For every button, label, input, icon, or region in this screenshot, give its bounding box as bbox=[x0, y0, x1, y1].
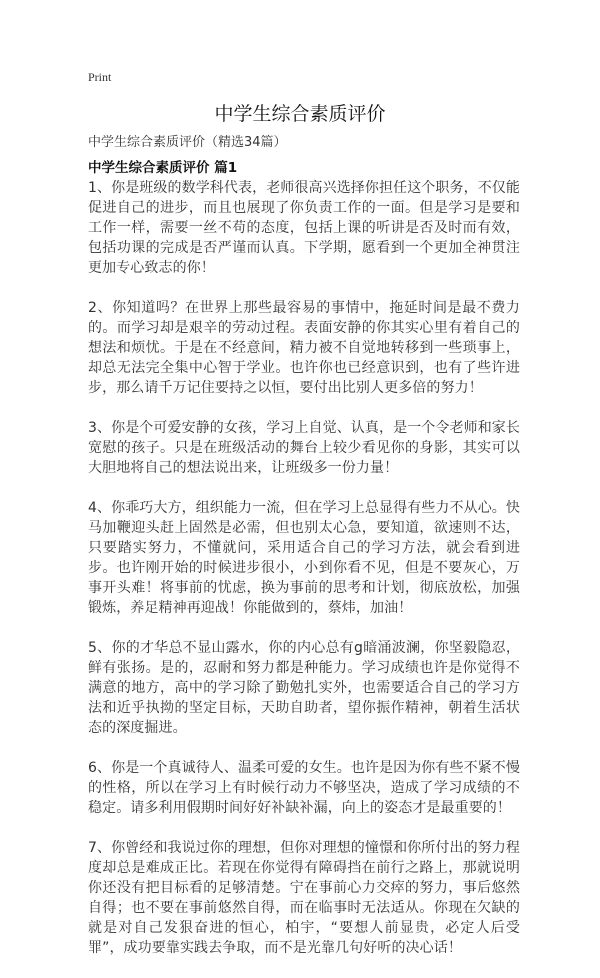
page-title: 中学生综合素质评价 bbox=[214, 103, 386, 125]
document-subtitle: 中学生综合素质评价（精选34篇） bbox=[88, 135, 287, 150]
paragraph-6: 6、你是一个真诚待人、温柔可爱的女生。也许是因为你有些不紧不慢的性格，所以在学习上有时候行动力不够坚决，造成了学习成绩的不稳定。请多利用假期时间好好补缺补漏，向上的姿态才是最重要的！ bbox=[88, 760, 521, 816]
section-heading: 中学生综合素质评价 篇1 bbox=[88, 160, 238, 176]
paragraph-4: 4、你乖巧大方，组织能力一流，但在学习上总显得有些力不从心。快马加鞭迎头赶上固然是必需，但也别太心急，要知道，欲速则不达，只要踏实努力，不懂就问，采用适合自己的学习方法，就会看到进步。也许刚开始的时候进步很小，小到你看不见，但是不要灰心，万事开头难！将事前的忧虑，换为事前的思考和计划，彻底放松，加强锻炼，养足精神再迎战！你能做到的，蔡炜，加油！ bbox=[88, 500, 521, 616]
paragraph-7: 7、你曾经和我说过你的理想，但你对理想的憧憬和你所付出的努力程度却总是难成正比。若现在你觉得有障碍挡在前行之路上，那就说明你还没有把目标看的足够清楚。宁在事前心力交瘁的努力，事后悠然自得；也不要在事前悠然自得，而在临事时无法适从。你现在欠缺的就是对自己发狠奋进的恒心，柏宇，“要想人前显贵，必定人后受罪”，成功要靠实践去争取，而不是光靠几句好听的决心话！ bbox=[88, 840, 521, 956]
document-body bbox=[88, 178, 520, 978]
print-link[interactable]: Print bbox=[88, 70, 112, 84]
paragraph-5: 5、你的才华总不显山露水，你的内心总有g暗涌波澜，你坚毅隐忍，鲜有张扬。是的，忍耐和努力都是种能力。学习成绩也许是你觉得不满意的地方，高中的学习除了勤勉扎实外，也需要适合自己的学习方法和近乎执拗的坚定目标，天助自助者，望你振作精神，朝着生活状态的深度掘进。 bbox=[88, 640, 520, 736]
paragraph-1: 1、你是班级的数学科代表，老师很高兴选择你担任这个职务，不仅能促进自己的进步，而且也展现了你负责工作的一面。但是学习是要和工作一样，需要一丝不苟的态度，包括上课的听讲是否及时而有效，包括功课的完成是否严谨而认真。下学期，愿看到一个更加全神贯注更加专心致志的你！ bbox=[88, 180, 521, 276]
paragraph-3: 3、你是个可爱安静的女孩，学习上自觉、认真，是一个令老师和家长宽慰的孩子。只是在班级活动的舞台上较少看见你的身影，其实可以大胆地将自己的想法说出来，让班级多一份力量！ bbox=[88, 420, 521, 476]
paragraph-2: 2、你知道吗？在世界上那些最容易的事情中，拖延时间是最不费力的。而学习却是艰辛的劳动过程。表面安静的你其实心里有着自己的想法和烦忧。于是在不经意间，精力被不自觉地转移到一些琐事上，却总无法完全集中心智于学业。也许你也已经意识到，也有了些许进步，那么请千万记住要持之以恒，要付出比别人更多倍的努力！ bbox=[88, 300, 520, 396]
